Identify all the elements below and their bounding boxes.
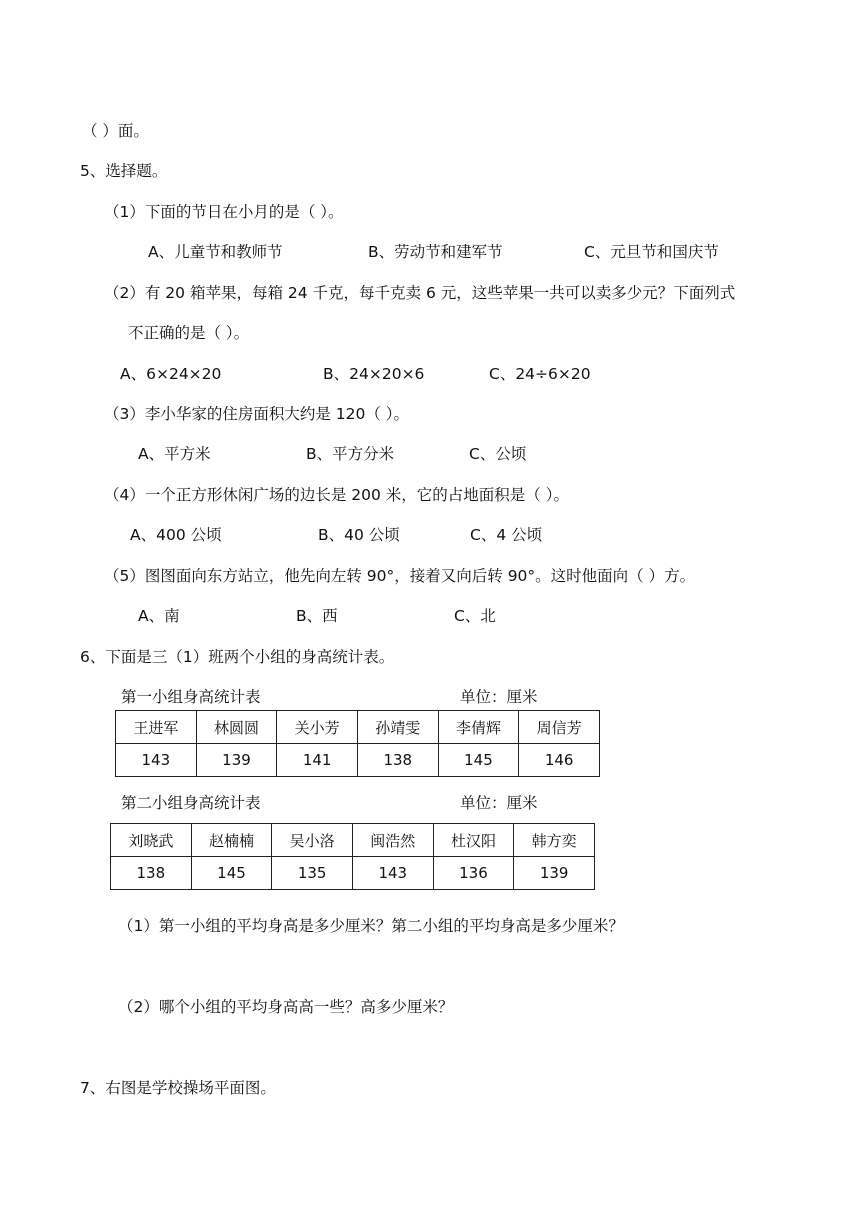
q5-4-option-a: A、400 公顷 [130, 526, 222, 544]
question-5-1: （1）下面的节日在小月的是（ ）。 [104, 203, 344, 221]
height-table-group-1 [115, 710, 600, 777]
table-cell-name: 关小芳 [277, 711, 358, 744]
q5-3-option-c: C、公顷 [469, 445, 527, 463]
question-5-2-line-2: 不正确的是（ ）。 [128, 324, 250, 342]
table-row [111, 857, 595, 890]
question-5-2-line-1: （2）有 20 箱苹果，每箱 24 千克，每千克卖 6 元，这些苹果一共可以卖多少元？下面列式 [104, 284, 736, 302]
question-6-2: （2）哪个小组的平均身高高一些？高多少厘米？ [118, 998, 454, 1016]
table-cell-name: 孙靖雯 [357, 711, 438, 744]
table-cell-name: 王进军 [116, 711, 197, 744]
table-row [111, 824, 595, 857]
q5-5-option-a: A、南 [138, 607, 180, 625]
table-cell-height: 138 [111, 857, 192, 890]
table-cell-name: 李倩辉 [438, 711, 519, 744]
table-cell-height: 143 [352, 857, 433, 890]
table-cell-name: 周信芳 [519, 711, 600, 744]
table-1-unit: 单位：厘米 [460, 688, 538, 706]
table-cell-height: 145 [438, 744, 519, 777]
question-5-4: （4）一个正方形休闲广场的边长是 200 米，它的占地面积是（ ）。 [104, 486, 569, 504]
table-cell-name: 韩方奕 [514, 824, 595, 857]
q5-2-option-a: A、6×24×20 [120, 365, 222, 383]
question-7-heading: 7、右图是学校操场平面图。 [80, 1079, 276, 1097]
q5-5-option-b: B、西 [296, 607, 338, 625]
question-5-3: （3）李小华家的住房面积大约是 120（ ）。 [104, 405, 410, 423]
table-cell-height: 146 [519, 744, 600, 777]
q5-1-option-c: C、元旦节和国庆节 [584, 243, 719, 261]
question-5-5: （5）图图面向东方站立，他先向左转 90°，接着又向后转 90°。这时他面向（ ）方。 [104, 567, 696, 585]
q5-3-option-a: A、平方米 [138, 445, 211, 463]
q5-4-option-c: C、4 公顷 [470, 526, 543, 544]
table-cell-name: 闽浩然 [352, 824, 433, 857]
q5-2-option-b: B、24×20×6 [323, 365, 425, 383]
q5-2-option-c: C、24÷6×20 [489, 365, 591, 383]
table-cell-height: 145 [191, 857, 272, 890]
table-2-unit: 单位：厘米 [460, 794, 538, 812]
q5-1-option-b: B、劳动节和建军节 [368, 243, 503, 261]
q5-3-option-b: B、平方分米 [306, 445, 395, 463]
q5-4-option-b: B、40 公顷 [318, 526, 400, 544]
table-cell-height: 136 [433, 857, 514, 890]
question-6-heading: 6、下面是三（1）班两个小组的身高统计表。 [80, 648, 395, 666]
question-6-1: （1）第一小组的平均身高是多少厘米？第二小组的平均身高是多少厘米？ [118, 917, 624, 935]
table-cell-height: 141 [277, 744, 358, 777]
question-5-heading: 5、选择题。 [80, 162, 168, 180]
table-cell-name: 杜汉阳 [433, 824, 514, 857]
table-cell-height: 143 [116, 744, 197, 777]
table-cell-height: 135 [272, 857, 353, 890]
height-table-group-2 [110, 823, 595, 890]
table-row [116, 711, 600, 744]
table-cell-name: 刘晓武 [111, 824, 192, 857]
table-2-title: 第二小组身高统计表 [121, 794, 261, 812]
q5-5-option-c: C、北 [454, 607, 496, 625]
table-cell-height: 138 [357, 744, 438, 777]
table-cell-height: 139 [196, 744, 277, 777]
table-cell-name: 吴小洛 [272, 824, 353, 857]
q5-1-option-a: A、儿童节和教师节 [148, 243, 283, 261]
table-1-title: 第一小组身高统计表 [121, 688, 261, 706]
table-cell-name: 赵楠楠 [191, 824, 272, 857]
table-cell-height: 139 [514, 857, 595, 890]
previous-question-tail: （ ）面。 [82, 122, 149, 140]
table-cell-name: 林圆圆 [196, 711, 277, 744]
table-row [116, 744, 600, 777]
